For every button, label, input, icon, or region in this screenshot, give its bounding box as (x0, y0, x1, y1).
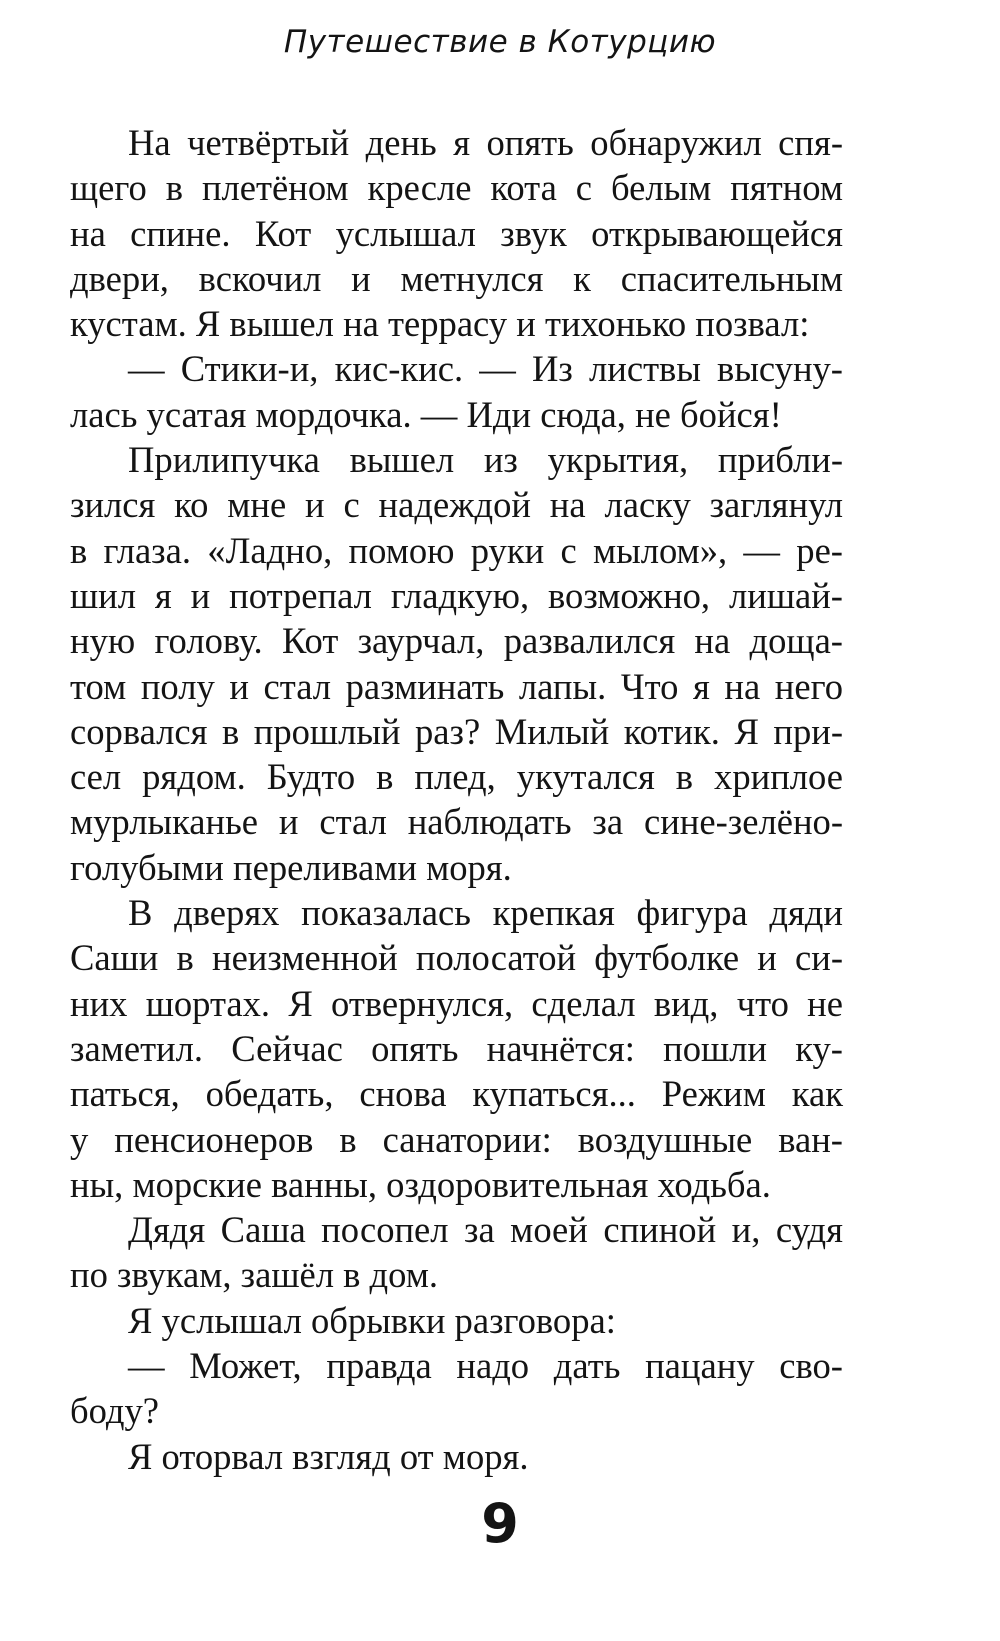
text-line: голубыми переливами моря. (70, 846, 512, 888)
text-line: двери, вскочил и метнулся к спасительным (70, 257, 843, 299)
text-line: них шортах. Я отвернулся, сделал вид, что не (70, 982, 843, 1024)
text-line: паться, обедать, снова купаться... Режим как (70, 1073, 843, 1115)
text-line: на спине. Кот услышал звук открывающейся (70, 212, 843, 254)
text-line: В дверях показалась крепкая фигура дяди (128, 892, 843, 934)
text-line: зился ко мне и с надеждой на ласку заглянул (70, 484, 843, 526)
text-line: боду? (70, 1390, 159, 1432)
text-line: кустам. Я вышел на террасу и тихонько позвал: (70, 303, 810, 345)
text-line: сорвался в прошлый раз? Милый котик. Я при- (70, 710, 843, 752)
text-line: мурлыканье и стал наблюдать за сине-зелёно- (70, 801, 843, 843)
text-line: — Стики-и, кис-кис. — Из листвы высуну- (128, 348, 843, 390)
text-line: заметил. Сейчас опять начнётся: пошли ку- (70, 1027, 843, 1069)
text-line: у пенсионеров в санатории: воздушные ван- (70, 1118, 843, 1160)
text-line: Я оторвал взгляд от моря. (128, 1435, 529, 1477)
text-line: лась усатая мордочка. — Иди сюда, не бойся! (70, 393, 782, 435)
text-line: щего в плетёном кресле кота с белым пятном (70, 167, 843, 209)
page-number: 9 (481, 1492, 519, 1555)
text-line: — Может, правда надо дать пацану сво- (128, 1345, 843, 1387)
text-line: ную голову. Кот заурчал, развалился на доща- (70, 620, 843, 662)
text-line: сел рядом. Будто в плед, укутался в хриплое (70, 756, 843, 798)
text-line: по звукам, зашёл в дом. (70, 1254, 439, 1296)
text-line: ны, морские ванны, оздоровительная ходьба. (70, 1163, 771, 1205)
text-line: в глаза. «Ладно, помою руки с мылом», — ре- (70, 529, 843, 571)
text-line: На четвёртый день я опять обнаружил спя- (128, 122, 843, 163)
text-line: Я услышал обрывки разговора: (128, 1299, 616, 1341)
text-line: Прилипучка вышел из укрытия, прибли- (128, 439, 843, 481)
body-text (70, 120, 843, 1479)
text-line: шил я и потрепал гладкую, возможно, лишай- (70, 574, 843, 616)
text-line: Дядя Саша посопел за моей спиной и, судя (128, 1209, 843, 1251)
text-line: том полу и стал разминать лапы. Что я на него (70, 665, 843, 707)
running-title: Путешествие в Котурцию (283, 24, 717, 60)
text-line: Саши в неизменной полосатой футболке и си- (70, 937, 843, 979)
